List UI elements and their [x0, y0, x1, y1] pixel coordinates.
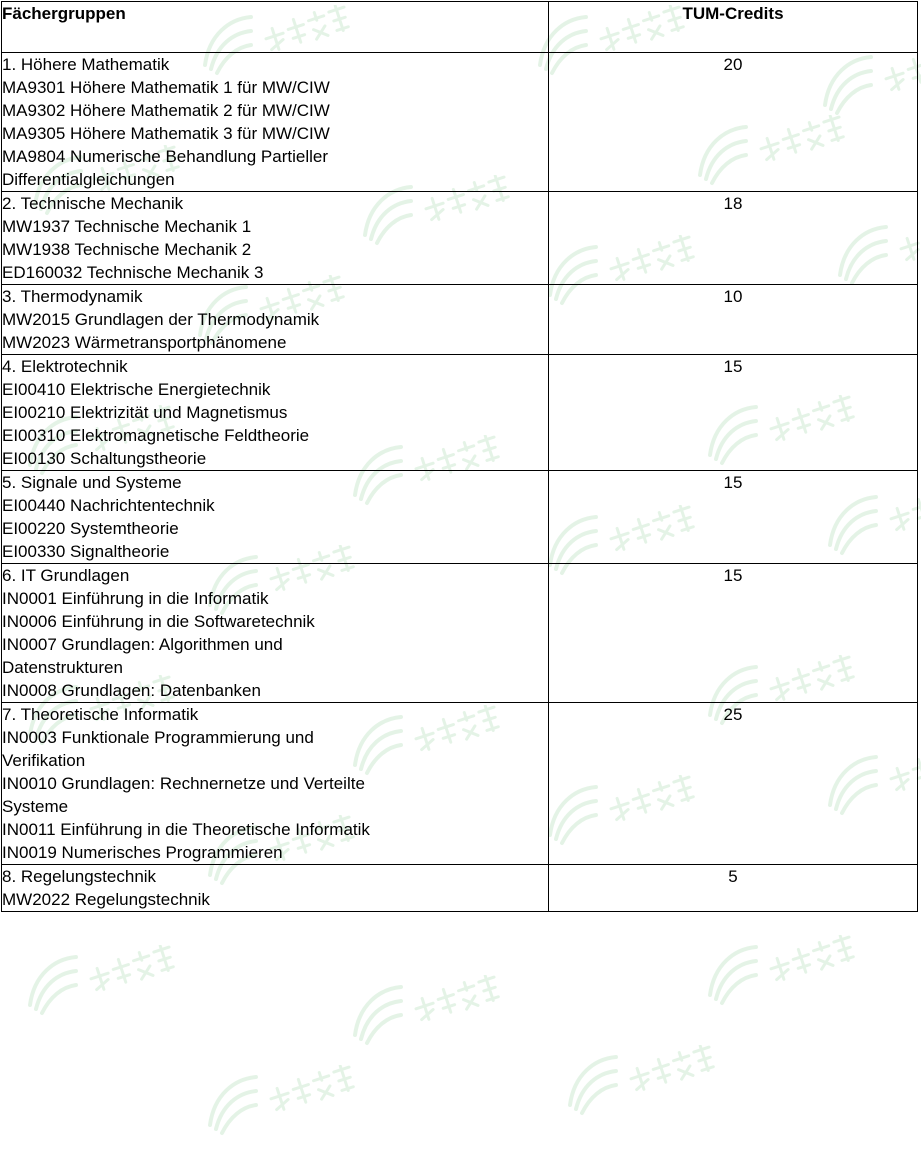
- course-line: EI00130 Schaltungstheorie: [2, 449, 207, 468]
- course-line: IN0019 Numerisches Programmieren: [2, 843, 283, 862]
- credits-cell: 15: [549, 355, 918, 471]
- group-title: 2. Technische Mechanik: [2, 194, 184, 213]
- course-line: EI00410 Elektrische Energietechnik: [2, 380, 271, 399]
- credits-cell: 15: [549, 471, 918, 564]
- subject-group-cell: [2, 285, 549, 355]
- table-row: [2, 471, 918, 564]
- watermark-logo: [345, 975, 515, 1055]
- group-title: 7. Theoretische Informatik: [2, 705, 199, 724]
- group-title: 5. Signale und Systeme: [2, 473, 182, 492]
- course-line: IN0007 Grundlagen: Algorithmen und: [2, 635, 283, 654]
- credits-cell: 10: [549, 285, 918, 355]
- table-body: [2, 53, 918, 912]
- course-line: MW2015 Grundlagen der Thermodynamik: [2, 310, 320, 329]
- course-line: IN0003 Funktionale Programmierung und: [2, 728, 314, 747]
- course-line: EI00310 Elektromagnetische Feldtheorie: [2, 426, 310, 445]
- table-header-row: [2, 2, 918, 53]
- table-row: [2, 564, 918, 703]
- subject-group-cell: [2, 53, 549, 192]
- course-line: Differentialgleichungen: [2, 170, 175, 189]
- course-line: IN0010 Grundlagen: Rechnernetze und Verteilte: [2, 774, 365, 793]
- course-line: IN0001 Einführung in die Informatik: [2, 589, 269, 608]
- table-row: [2, 703, 918, 865]
- watermark-logo: [20, 945, 190, 1025]
- watermark-logo: [560, 1045, 730, 1125]
- course-line: IN0011 Einführung in die Theoretische Informatik: [2, 820, 370, 839]
- credits-cell: 25: [549, 703, 918, 865]
- course-line: MA9804 Numerische Behandlung Partieller: [2, 147, 329, 166]
- credits-cell: 18: [549, 192, 918, 285]
- course-line: EI00330 Signaltheorie: [2, 542, 170, 561]
- watermark-logo: [200, 1065, 370, 1145]
- table-row: [2, 355, 918, 471]
- watermark-logo: [700, 935, 870, 1015]
- course-line: MA9302 Höhere Mathematik 2 für MW/CIW: [2, 101, 330, 120]
- subject-group-cell: [2, 564, 549, 703]
- subject-group-cell: [2, 355, 549, 471]
- course-line: MW2022 Regelungstechnik: [2, 890, 210, 909]
- course-line: IN0006 Einführung in die Softwaretechnik: [2, 612, 315, 631]
- course-line: EI00210 Elektrizität und Magnetismus: [2, 403, 288, 422]
- group-title: 3. Thermodynamik: [2, 287, 143, 306]
- table-row: [2, 53, 918, 192]
- course-line: MA9305 Höhere Mathematik 3 für MW/CIW: [2, 124, 330, 143]
- course-line: Datenstrukturen: [2, 658, 123, 677]
- group-title: 1. Höhere Mathematik: [2, 55, 170, 74]
- credits-cell: 15: [549, 564, 918, 703]
- course-line: MW1937 Technische Mechanik 1: [2, 217, 252, 236]
- table-row: [2, 865, 918, 912]
- group-title: 6. IT Grundlagen: [2, 566, 130, 585]
- course-line: Verifikation: [2, 751, 86, 770]
- course-line: MW1938 Technische Mechanik 2: [2, 240, 252, 259]
- course-line: EI00440 Nachrichtentechnik: [2, 496, 215, 515]
- course-line: EI00220 Systemtheorie: [2, 519, 179, 538]
- course-line: ED160032 Technische Mechanik 3: [2, 263, 264, 282]
- credits-cell: 20: [549, 53, 918, 192]
- header-subject-groups: Fächergruppen: [2, 2, 549, 53]
- course-line: MA9301 Höhere Mathematik 1 für MW/CIW: [2, 78, 330, 97]
- header-tum-credits: TUM-Credits: [549, 2, 918, 53]
- credits-cell: 5: [549, 865, 918, 912]
- subject-group-cell: [2, 192, 549, 285]
- subject-group-cell: [2, 703, 549, 865]
- credits-table: [1, 1, 918, 912]
- course-line: IN0008 Grundlagen: Datenbanken: [2, 681, 261, 700]
- course-line: MW2023 Wärmetransportphänomene: [2, 333, 287, 352]
- table-row: [2, 192, 918, 285]
- group-title: 8. Regelungstechnik: [2, 867, 157, 886]
- subject-group-cell: [2, 865, 549, 912]
- group-title: 4. Elektrotechnik: [2, 357, 128, 376]
- table-row: [2, 285, 918, 355]
- course-line: Systeme: [2, 797, 69, 816]
- subject-group-cell: [2, 471, 549, 564]
